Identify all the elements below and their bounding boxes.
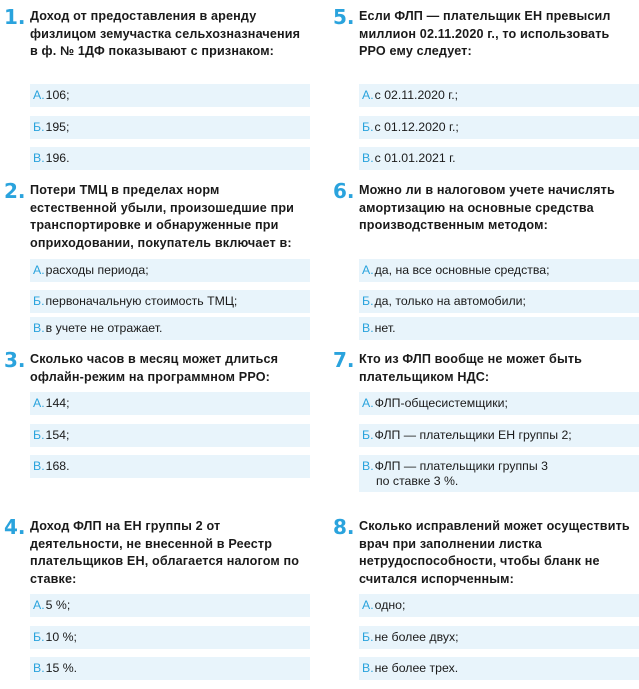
- answer-option[interactable]: [30, 317, 310, 340]
- answer-option[interactable]: [359, 455, 639, 492]
- answer-letter: А.: [362, 598, 374, 612]
- answer-letter: Б.: [33, 428, 45, 442]
- answer-letter: В.: [362, 321, 374, 335]
- question-2: [0, 179, 310, 252]
- answer-text: 5 %;: [45, 598, 71, 612]
- answer-text: 195;: [45, 120, 70, 134]
- answer-text: в учете не отражает.: [45, 321, 163, 335]
- question-number: 1.: [4, 5, 26, 29]
- answer-option[interactable]: [30, 290, 310, 313]
- question-5: [329, 5, 639, 61]
- answer-option[interactable]: [359, 626, 639, 649]
- answer-letter: Б.: [362, 294, 374, 308]
- answer-option[interactable]: [359, 84, 639, 107]
- answer-letter: Б.: [362, 630, 374, 644]
- answer-text: 196.: [45, 151, 70, 165]
- answer-option[interactable]: [359, 594, 639, 617]
- answer-text: 144;: [45, 396, 70, 410]
- answer-text: с 01.12.2020 г.;: [374, 120, 459, 134]
- question-8: [329, 515, 639, 588]
- answer-option[interactable]: [359, 392, 639, 415]
- question-text: Доход от предоставления в аренду физлицом земучастка сельхозназначения в ф. № 1ДФ показывают с признаком:: [30, 9, 301, 58]
- question-header: [0, 179, 310, 252]
- question-7: [329, 348, 639, 386]
- answer-letter: А.: [362, 396, 374, 410]
- answer-option[interactable]: [30, 116, 310, 139]
- answer-option[interactable]: [30, 657, 310, 680]
- question-6: [329, 179, 639, 235]
- question-number: 8.: [333, 515, 355, 539]
- answer-letter: А.: [33, 396, 45, 410]
- answer-option[interactable]: [359, 259, 639, 282]
- answer-text: да, на все основные средства;: [374, 263, 550, 277]
- answer-option[interactable]: [359, 317, 639, 340]
- question-header: [0, 348, 310, 386]
- question-number: 2.: [4, 179, 26, 203]
- answer-text: 154;: [45, 428, 70, 442]
- question-1: [0, 5, 310, 61]
- question-text: Кто из ФЛП вообще не может быть плательщиком НДС:: [359, 352, 583, 384]
- answer-text: с 02.11.2020 г.;: [374, 88, 459, 102]
- question-header: [329, 179, 639, 235]
- answer-option[interactable]: [30, 259, 310, 282]
- answer-option[interactable]: [359, 147, 639, 170]
- answer-text: расходы периода;: [45, 263, 149, 277]
- answer-option[interactable]: [30, 424, 310, 447]
- question-header: [0, 515, 310, 588]
- answer-option[interactable]: [359, 424, 639, 447]
- answer-text: нет.: [374, 321, 396, 335]
- question-header: [0, 5, 310, 61]
- answer-letter: Б.: [33, 120, 45, 134]
- answer-text: 168.: [45, 459, 70, 473]
- question-3: [0, 348, 310, 386]
- answer-letter: В.: [33, 661, 45, 675]
- answer-letter: В.: [33, 151, 45, 165]
- answer-option[interactable]: [359, 290, 639, 313]
- answer-letter: В.: [362, 459, 374, 473]
- answer-option[interactable]: [30, 84, 310, 107]
- answer-letter: В.: [33, 459, 45, 473]
- answer-text: не более трех.: [374, 661, 459, 675]
- answer-letter: В.: [33, 321, 45, 335]
- answer-text: да, только на автомобили;: [374, 294, 526, 308]
- answer-letter: Б.: [33, 630, 45, 644]
- answer-text: 106;: [45, 88, 70, 102]
- answer-letter: А.: [33, 88, 45, 102]
- answer-option[interactable]: [30, 392, 310, 415]
- question-text: Сколько часов в месяц может длиться офлайн-режим на программном РРО:: [30, 352, 279, 384]
- answer-text: ФЛП — плательщики ЕН группы 2;: [374, 428, 572, 442]
- question-header: [329, 5, 639, 61]
- answer-option[interactable]: [30, 147, 310, 170]
- answer-text: с 01.01.2021 г.: [374, 151, 456, 165]
- answer-text: первоначальную стоимость ТМЦ;: [45, 294, 238, 308]
- answer-text: 10 %;: [45, 630, 77, 644]
- question-text: Доход ФЛП на ЕН группы 2 от деятельности, не внесенной в Реестр плательщиков ЕН, облагается налогом по ставке:: [30, 519, 300, 586]
- question-text: Если ФЛП — плательщик ЕН превысил миллион 02.11.2020 г., то использовать РРО ему следует:: [359, 9, 611, 58]
- question-number: 5.: [333, 5, 355, 29]
- answer-letter: В.: [362, 151, 374, 165]
- answer-letter: А.: [362, 88, 374, 102]
- answer-letter: А.: [33, 263, 45, 277]
- question-header: [329, 348, 639, 386]
- answer-letter: А.: [362, 263, 374, 277]
- answer-option[interactable]: [30, 594, 310, 617]
- answer-letter: Б.: [33, 294, 45, 308]
- question-number: 7.: [333, 348, 355, 372]
- answer-letter: В.: [362, 661, 374, 675]
- question-4: [0, 515, 310, 588]
- answer-text: 15 %.: [45, 661, 78, 675]
- answer-option[interactable]: [359, 657, 639, 680]
- answer-option[interactable]: [30, 455, 310, 478]
- question-number: 4.: [4, 515, 26, 539]
- question-number: 3.: [4, 348, 26, 372]
- answer-option[interactable]: [30, 626, 310, 649]
- answer-text: ФЛП-общесистемщики;: [374, 396, 508, 410]
- answer-text: не более двух;: [374, 630, 459, 644]
- question-text: Потери ТМЦ в пределах норм естественной убыли, произошедшие при транспортировке и обнаруженные при оприходовании, покупатель включает в:: [30, 183, 295, 250]
- answer-text: одно;: [374, 598, 406, 612]
- answer-option[interactable]: [359, 116, 639, 139]
- answer-letter: Б.: [362, 120, 374, 134]
- question-number: 6.: [333, 179, 355, 203]
- question-text: Сколько исправлений может осуществить врач при заполнении листка нетрудоспособности, чтобы бланк не считался испорченным:: [359, 519, 630, 586]
- question-text: Можно ли в налоговом учете начислять амортизацию на основные средства производственным методом:: [359, 183, 615, 232]
- answer-text-continued: по ставке 3 %.: [376, 474, 459, 488]
- question-header: [329, 515, 639, 588]
- answer-letter: Б.: [362, 428, 374, 442]
- answer-letter: А.: [33, 598, 45, 612]
- answer-text: ФЛП — плательщики группы 3: [374, 459, 548, 473]
